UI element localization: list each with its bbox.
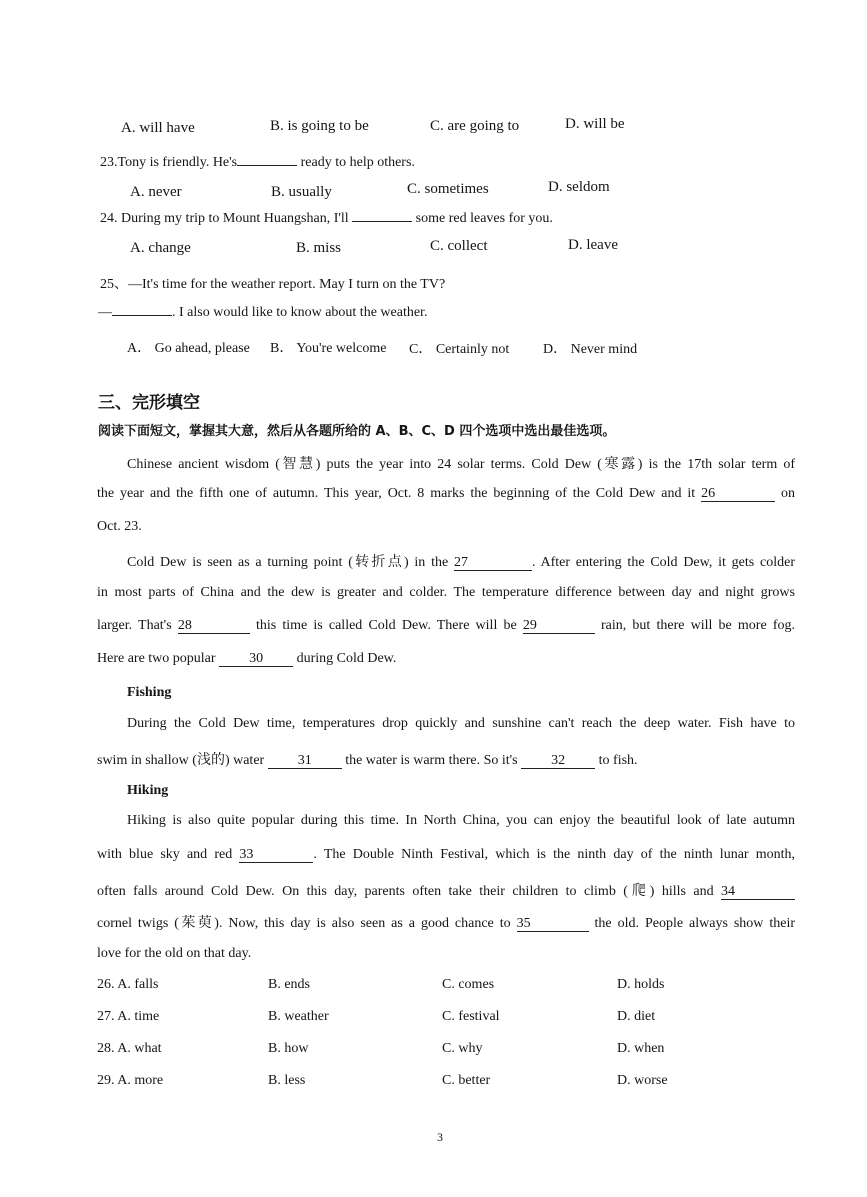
passage-p2-line4-end: during Cold Dew.	[296, 651, 397, 666]
passage-p2-line1-text: Cold Dew is seen as a turning point (转折点) in the	[127, 555, 449, 570]
q24-stem	[100, 211, 553, 227]
q22-option-d: D. will be	[565, 116, 625, 132]
answer-26-c: C. comes	[442, 977, 495, 992]
q24-option-d: D. leave	[568, 237, 618, 253]
q25-option-c: C． Certainly not	[409, 342, 510, 357]
answer-29-a: 29. A. more	[97, 1073, 164, 1088]
passage-p3-line2	[97, 749, 795, 769]
blank-34: 34	[721, 885, 795, 900]
passage-p3-line1: During the Cold Dew time, temperatures drop quickly and sunshine can't reach the deep water. Fish have to	[127, 716, 795, 731]
q23-option-b: B. usually	[271, 184, 332, 200]
q25-blank	[112, 315, 172, 316]
q25-text-post: . I also would like to know about the weather.	[172, 305, 428, 320]
q23-option-c: C. sometimes	[407, 181, 489, 197]
q25-option-d: D． Never mind	[543, 342, 638, 357]
q24-option-c: C. collect	[430, 238, 488, 254]
answer-26-b: B. ends	[268, 977, 310, 992]
q24-option-a: A. change	[130, 240, 191, 256]
q25-line2	[98, 305, 427, 321]
q23-option-d: D. seldom	[548, 179, 610, 195]
section-heading: 三、完形填空	[98, 393, 200, 413]
passage-p4-line5: love for the old on that day.	[97, 946, 252, 961]
blank-28: 28	[178, 619, 250, 634]
passage-p4-line2-text: with blue sky and red	[97, 847, 233, 862]
subheading-fishing: Fishing	[127, 685, 172, 700]
q23-text-pre: 23.Tony is friendly. He's	[100, 155, 238, 170]
passage-p2-line4-text: Here are two popular	[97, 651, 216, 666]
passage-p3-line2-a: swim in shallow (浅的) water	[97, 753, 265, 768]
passage-p2-line4	[97, 651, 795, 667]
blank-29: 29	[523, 619, 595, 634]
passage-p2-line3-c: rain, but there will be more fog.	[601, 618, 795, 633]
subheading-hiking: Hiking	[127, 783, 169, 798]
passage-p2-line3	[97, 618, 795, 634]
q23-text-post: ready to help others.	[300, 155, 415, 170]
q22-option-b: B. is going to be	[270, 118, 369, 134]
passage-p4-line3	[97, 880, 795, 900]
answer-row-28	[0, 1041, 867, 1061]
answer-row-29	[0, 1073, 867, 1093]
passage-p3-line2-c: to fish.	[598, 753, 638, 768]
answer-29-c: C. better	[442, 1073, 491, 1088]
q25-option-b: B． You're welcome	[270, 341, 387, 356]
passage-p4-line4-text: cornel twigs (茱萸). Now, this day is also seen as a good chance to	[97, 916, 511, 931]
blank-26: 26	[701, 487, 775, 502]
blank-35: 35	[517, 917, 589, 932]
passage-p2-line2: in most parts of China and the dew is greater and colder. The temperature difference between day and night grows	[97, 585, 795, 600]
q25-line1: 25、—It's time for the weather report. May I turn on the TV?	[100, 277, 446, 292]
blank-33: 33	[239, 848, 313, 863]
blank-27: 27	[454, 556, 532, 571]
passage-p1-line2	[97, 486, 795, 502]
passage-p4-line3-text: often falls around Cold Dew. On this day, parents often take their children to climb (爬) hills and	[97, 884, 714, 899]
passage-p4-line4-end: the old. People always show their	[594, 916, 796, 931]
q24-text-post: some red leaves for you.	[415, 211, 553, 226]
passage-p4-line1: Hiking is also quite popular during this time. In North China, you can enjoy the beautiful look of late autumn	[127, 813, 795, 828]
q22-option-a: A. will have	[121, 120, 195, 136]
answer-29-d: D. worse	[617, 1073, 668, 1088]
answer-29-b: B. less	[268, 1073, 306, 1088]
passage-p2-line1-end: . After entering the Cold Dew, it gets colder	[531, 555, 795, 570]
passage-p2-line3-a: larger. That's	[97, 618, 172, 633]
q22-option-c: C. are going to	[430, 118, 520, 134]
q24-option-b: B. miss	[296, 240, 342, 256]
blank-32: 32	[521, 754, 595, 769]
answer-row-27	[0, 1009, 867, 1029]
passage-p3-line2-b: the water is warm there. So it's	[345, 753, 518, 768]
passage-p1-line1: Chinese ancient wisdom (智慧) puts the year into 24 solar terms. Cold Dew (寒露) is the 17th solar term of	[127, 457, 795, 472]
answer-28-a: 28. A. what	[97, 1041, 162, 1056]
answer-27-d: D. diet	[617, 1009, 656, 1024]
blank-30: 30	[219, 652, 293, 667]
passage-p4-line2-end: . The Double Ninth Festival, which is the ninth day of the ninth lunar month,	[313, 847, 796, 862]
q23-blank	[237, 165, 297, 166]
q25-option-a: A． Go ahead, please	[127, 341, 250, 356]
passage-p1-line2-text: the year and the fifth one of autumn. This year, Oct. 8 marks the beginning of the Cold Dew and it	[97, 486, 696, 501]
passage-p4-line4	[97, 912, 795, 932]
answer-28-c: C. why	[442, 1041, 483, 1056]
answer-26-d: D. holds	[617, 977, 665, 992]
q23-stem	[100, 155, 415, 171]
passage-p2-line3-b: this time is called Cold Dew. There will be	[255, 618, 517, 633]
blank-31: 31	[268, 754, 342, 769]
answer-26-a: 26. A. falls	[97, 977, 159, 992]
passage-p1-line2-end: on	[781, 486, 795, 501]
q23-option-a: A. never	[130, 184, 182, 200]
answer-27-b: B. weather	[268, 1009, 329, 1024]
answer-28-d: D. when	[617, 1041, 665, 1056]
q24-blank	[352, 221, 412, 222]
passage-p4-line2	[97, 847, 795, 863]
passage-p1-line3: Oct. 23.	[97, 519, 142, 534]
section-instruction: 阅读下面短文，掌握其大意，然后从各题所给的 A、B、C、D 四个选项中选出最佳选项。	[98, 424, 616, 439]
answer-27-a: 27. A. time	[97, 1009, 160, 1024]
passage-p2-line1	[127, 551, 795, 571]
q25-dash: —	[98, 305, 112, 320]
q24-text-pre: 24. During my trip to Mount Huangshan, I'll	[100, 211, 349, 226]
answer-27-c: C. festival	[442, 1009, 500, 1024]
answer-28-b: B. how	[268, 1041, 309, 1056]
answer-row-26	[0, 977, 867, 997]
page-number: 3	[437, 1130, 443, 1144]
